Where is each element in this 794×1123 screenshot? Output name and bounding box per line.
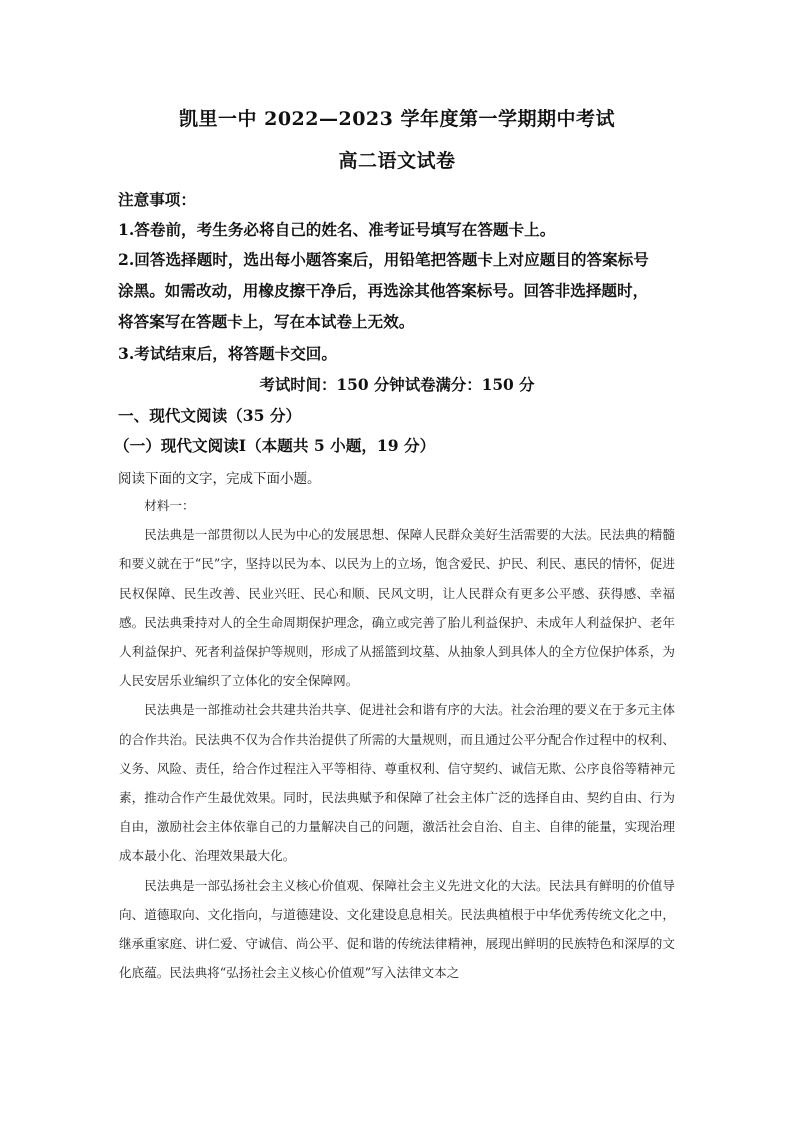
exam-title: 凯里一中 2022—2023 学年度第一学期期中考试 bbox=[179, 108, 615, 130]
notice-heading: 注意事项： bbox=[118, 190, 196, 209]
material-paragraph-3: 民法典是一部弘扬社会主义核心价值观、保障社会主义先进文化的大法。民法具有鲜明的价值导向、道德取向、文化指向，与道德建设、文化建设息息相关。民法典植根于中华优秀传统文化之中，继承重家庭、讲仁爱、守诚信、尚公平、促和谐的传统法律精神，展现出鲜明的民族特色和深厚的文化底蕴。民法典将“弘扬社会主义核心价值观”写入法律文本之 bbox=[119, 877, 675, 981]
notice-item-1: 1.答卷前，考生务必将自己的姓名、准考证号填写在答题卡上。 bbox=[118, 220, 556, 239]
notice-item-2: 2.回答选择题时，选出每小题答案后，用铅笔把答题卡上对应题目的答案标号 bbox=[118, 250, 649, 269]
reading-instruction: 阅读下面的文字，完成下面小题。 bbox=[118, 471, 321, 487]
material-paragraph-2: 民法典是一部推动社会共建共治共享、促进社会和谐有序的大法。社会治理的要义在于多元主体的合作共治。民法典不仅为合作共治提供了所需的大量规则，而且通过公平分配合作过程中的权利、义务、风险、责任，给合作过程注入平等相待、尊重权利、信守契约、诚信无欺、公序良俗等精神元素，推动合作产生最优效果。同时，民法典赋予和保障了社会主体广泛的选择自由、契约自由、行为自由，激励社会主体依靠自己的力量解决自己的问题，激活社会自治、自主、自律的能量，实现治理成本最小化、治理效果最大化。 bbox=[119, 702, 675, 864]
notice-item-2-end: 将答案写在答题卡上，写在本试卷上无效。 bbox=[118, 312, 415, 331]
notice-item-3: 3.考试结束后，将答题卡交回。 bbox=[118, 344, 337, 363]
section-title: 一、现代文阅读（35 分） bbox=[118, 406, 302, 425]
material-label: 材料一： bbox=[144, 498, 195, 513]
exam-subtitle: 高二语文试卷 bbox=[338, 150, 456, 172]
section-subtitle: （一）现代文阅读Ⅰ（本题共 5 小题，19 分） bbox=[114, 436, 436, 455]
material-paragraph-1: 民法典是一部贯彻以人民为中心的发展思想、保障人民群众美好生活需要的大法。民法典的精髓和要义就在于“民”字，坚持以民为本、以民为上的立场，饱含爱民、护民、利民、惠民的情怀，促进民权保障、民生改善、民业兴旺、民心和顺、民风文明，让人民群众有更多公平感、获得感、幸福感。民法典秉持对人的全生命周期保护理念，确立或完善了胎儿利益保护、未成年人利益保护、老年人利益保护、死者利益保护等规则，形成了从摇篮到坟墓、从抽象人到具体人的全方位保护体系，为人民安居乐业编织了立体化的安全保障网。 bbox=[119, 527, 675, 689]
exam-info: 考试时间：150 分钟试卷满分：150 分 bbox=[259, 376, 535, 394]
notice-item-2-cont: 涂黑。如需改动，用橡皮擦干净后，再选涂其他答案标号。回答非选择题时， bbox=[118, 281, 649, 300]
reading-material bbox=[119, 491, 675, 987]
